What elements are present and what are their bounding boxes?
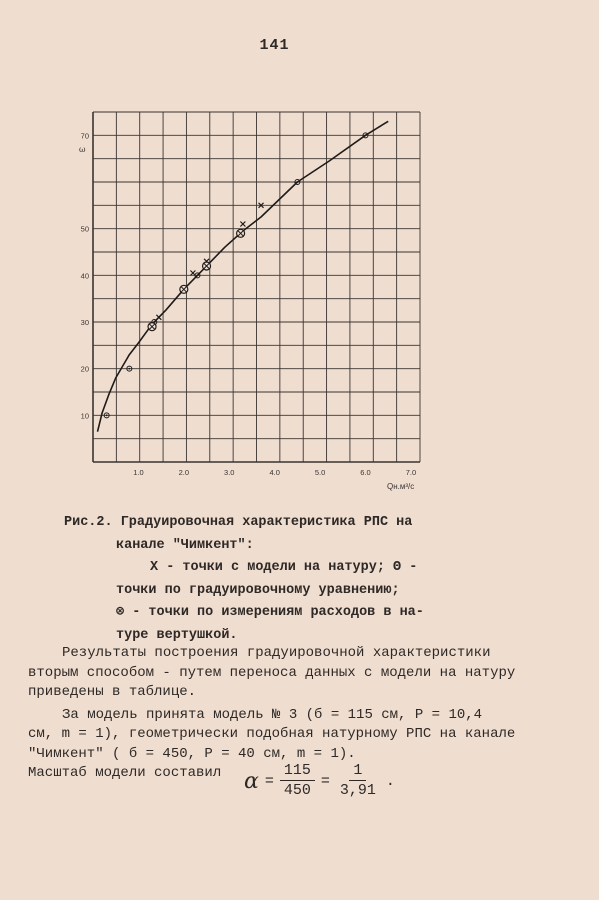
circle-marker-dot — [128, 368, 130, 370]
body-text — [28, 644, 568, 808]
x-tick-label: 7.0 — [405, 468, 417, 477]
page-number: 141 — [259, 37, 290, 54]
caption-line: туре вертушкой. — [116, 627, 238, 643]
fraction-2 — [336, 762, 380, 801]
numerator-1: 115 — [280, 762, 315, 781]
curve-line — [98, 121, 389, 431]
x-tick-label: 2.0 — [178, 468, 190, 477]
x-tick-label: 5.0 — [314, 468, 326, 477]
circle-x-marker — [237, 229, 245, 237]
denominator-1: 450 — [283, 782, 311, 799]
paragraph-line: "Чимкент" ( б = 450, P = 40 см, m = 1). — [28, 745, 356, 762]
y-tick-label: 70 — [80, 131, 89, 141]
circle-x-marker — [180, 285, 188, 293]
y-tick-label: 10 — [80, 411, 89, 421]
circle-marker-dot — [197, 274, 199, 276]
y-tick-label: 50 — [80, 224, 89, 234]
paragraph-line: За модель принята модель № 3 (б = 115 см, P = 10,4 — [62, 706, 483, 723]
x-tick-label: 3.0 — [224, 468, 235, 477]
figure-caption — [64, 512, 494, 647]
formula-period: . — [385, 772, 395, 790]
paragraph-line: Результаты построения градуировочной характеристики — [62, 645, 491, 661]
x-marker — [240, 222, 245, 227]
chart-grid — [93, 112, 420, 462]
y-axis-label: ω — [79, 145, 86, 154]
caption-line: ⊗ - точки по измерениям расходов в на- — [116, 605, 424, 620]
circle-x-marker — [148, 323, 156, 331]
y-tick-label: 40 — [80, 271, 89, 281]
scale-formula — [244, 762, 395, 801]
x-axis-label: Qн.м³/с — [387, 482, 415, 491]
numerator-2: 1 — [349, 762, 366, 781]
caption-line: X - точки с модели на натуру; Θ - — [150, 560, 418, 575]
y-tick-label: 30 — [80, 318, 89, 327]
equals-sign: = — [264, 772, 274, 790]
scale-row — [28, 764, 568, 808]
scale-label: Масштаб модели составил — [28, 765, 222, 781]
x-marker — [156, 315, 161, 320]
alpha-symbol: α — [244, 768, 259, 794]
x-tick-label: 6.0 — [360, 468, 371, 477]
paragraph-line: вторым способом - путем переноса данных с модели на натуру — [28, 664, 516, 681]
circle-marker-dot — [365, 134, 367, 136]
caption-line: точки по градуировочному уравнению; — [116, 582, 400, 598]
circle-marker-dot — [106, 414, 108, 416]
y-tick-label: 20 — [80, 364, 89, 374]
paragraph-line: приведены в таблице. — [28, 684, 197, 700]
caption-line: Рис.2. Градуировочная характеристика РПС на — [64, 515, 413, 530]
chart-tick-labels — [81, 131, 416, 477]
fraction-1 — [280, 762, 315, 801]
circle-x-marker — [203, 262, 211, 270]
equals-sign: = — [320, 772, 330, 790]
calibration-curve — [98, 121, 389, 431]
denominator-2: 3,91 — [339, 782, 376, 799]
caption-line: канале "Чимкент": — [116, 537, 254, 553]
x-tick-label: 1.0 — [133, 468, 144, 477]
x-tick-label: 4.0 — [269, 468, 280, 477]
circle-marker-dot — [296, 181, 298, 183]
paragraph-line: см, m = 1), геометрически подобная натурному РПС на канале — [28, 726, 516, 742]
